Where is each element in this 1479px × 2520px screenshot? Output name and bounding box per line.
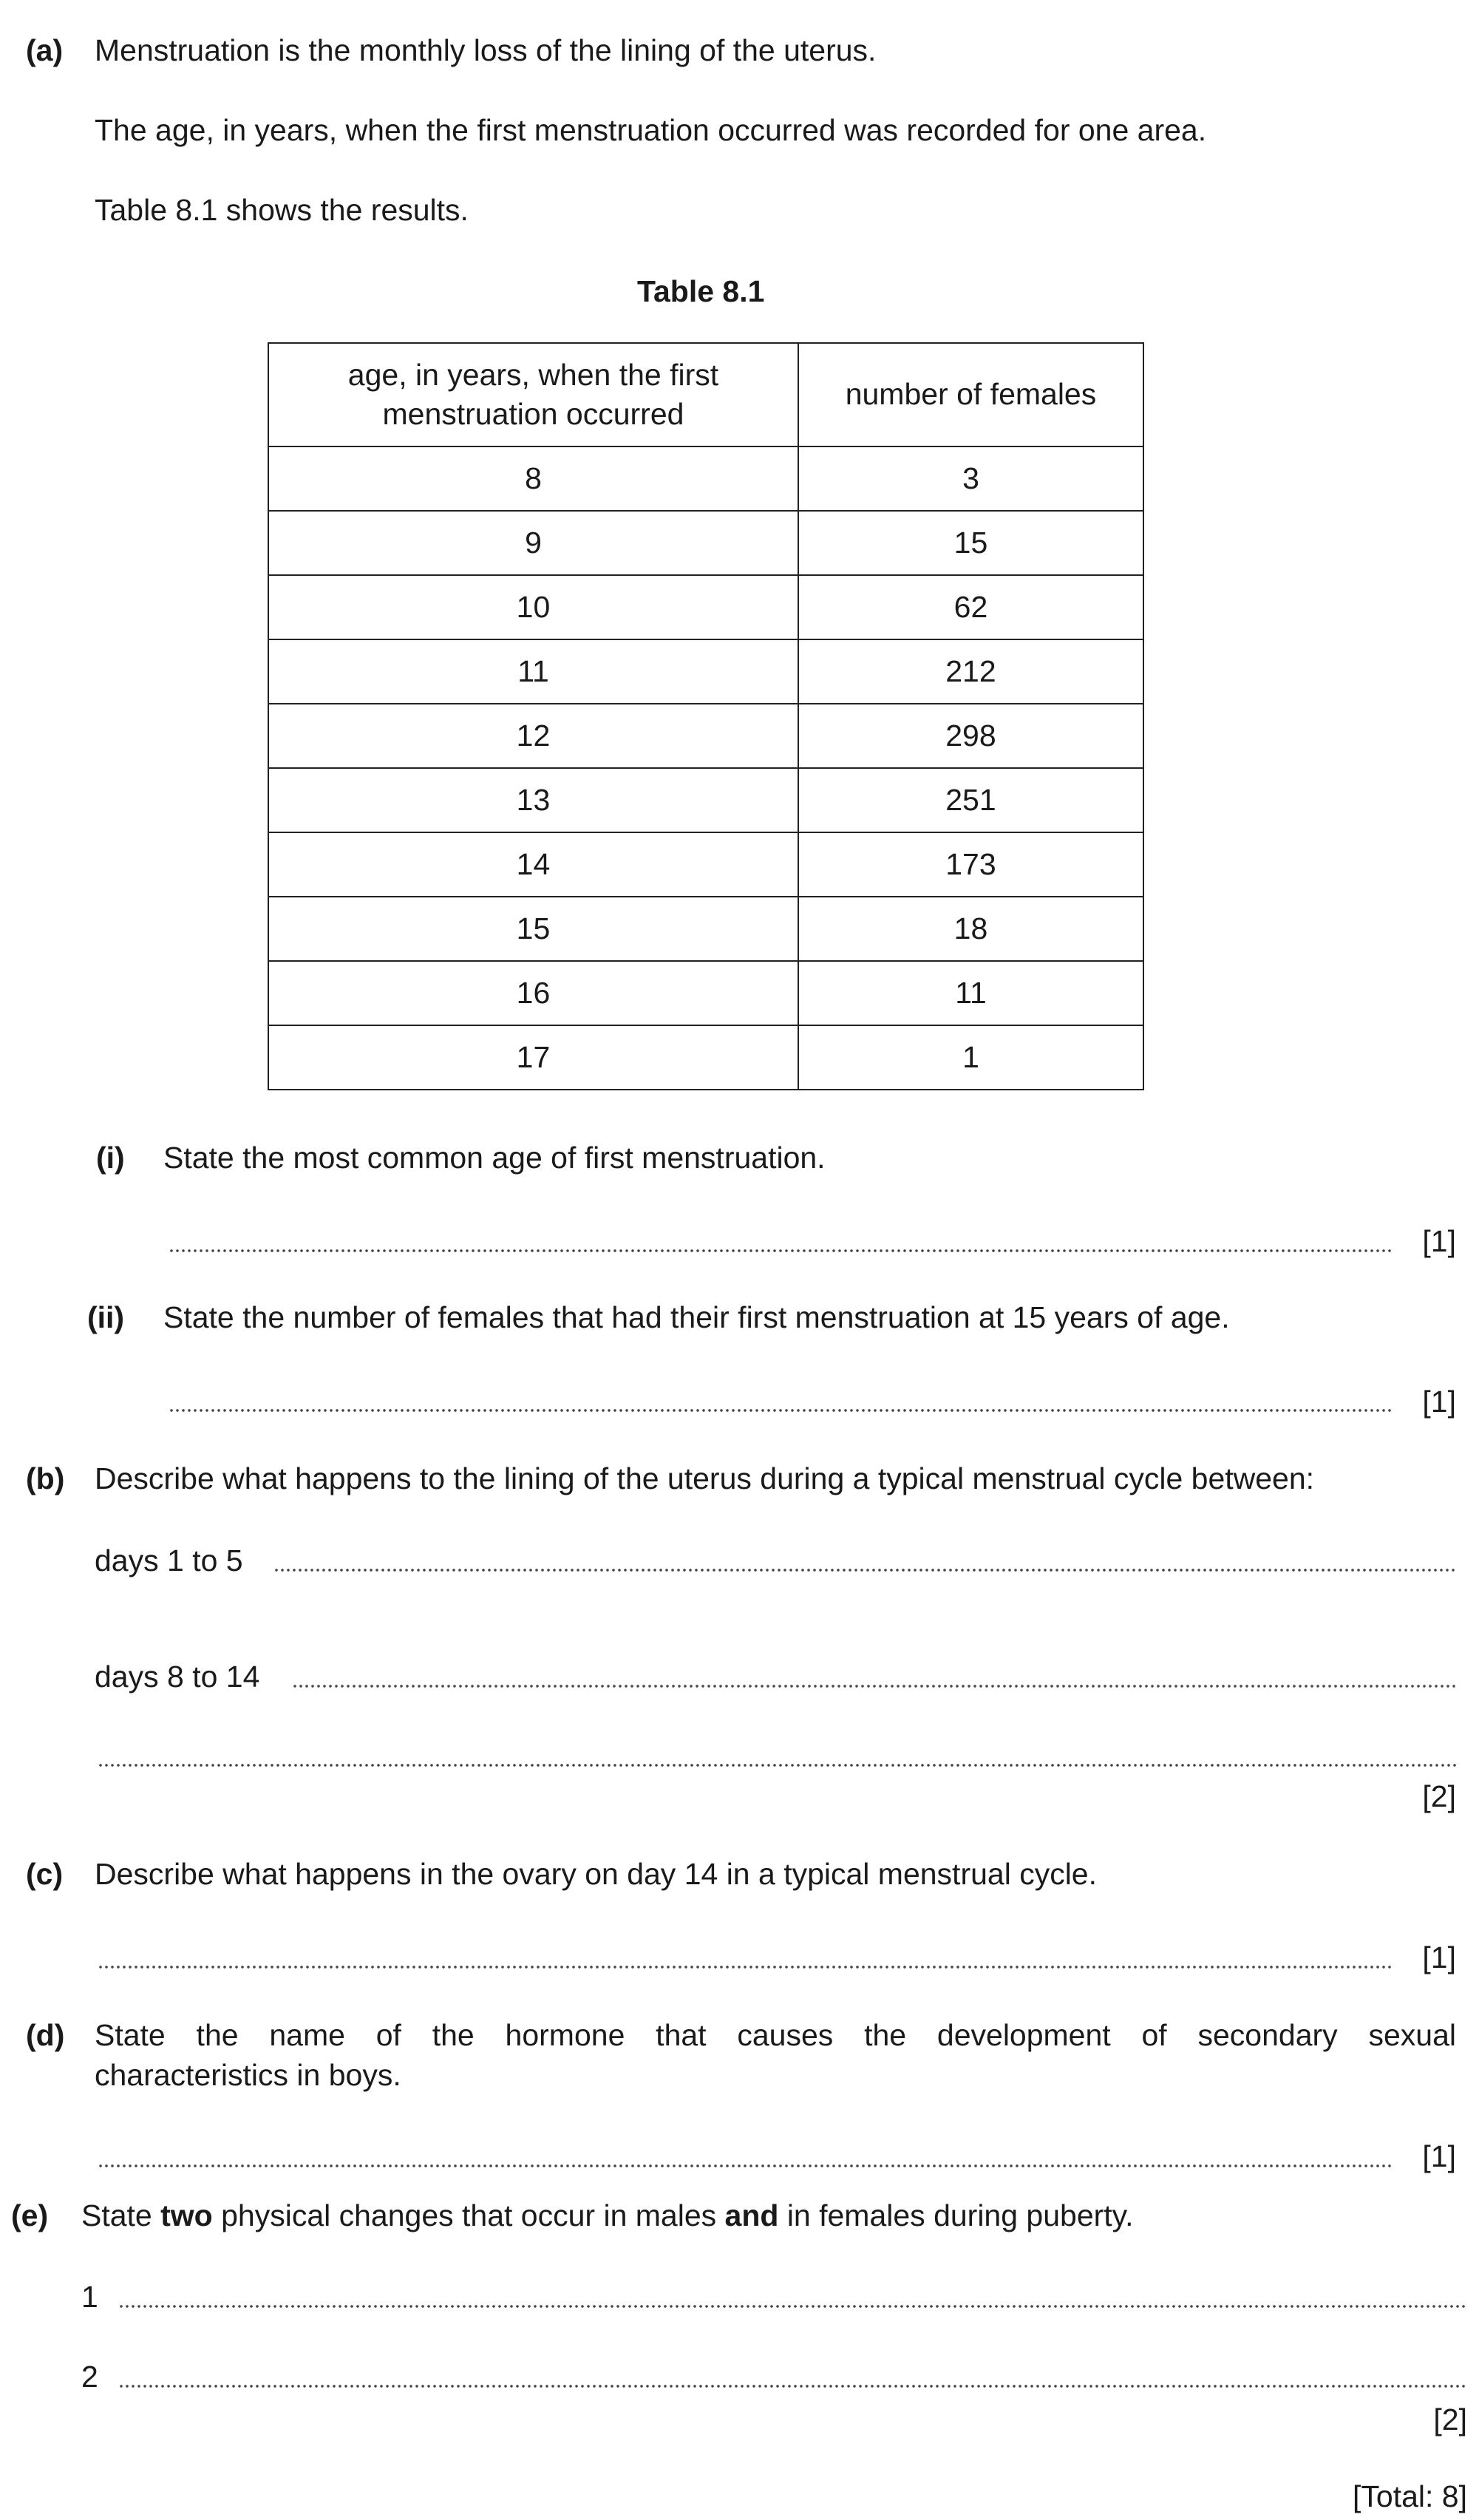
cell-count: 1	[798, 1025, 1143, 1090]
answer-line-b-days1[interactable]	[273, 1569, 1456, 1572]
answer-line-a-ii[interactable]	[169, 1409, 1394, 1412]
cell-count: 62	[798, 575, 1143, 639]
cell-count: 18	[798, 897, 1143, 961]
part-b-days2-label: days 8 to 14	[95, 1660, 260, 1694]
answer-line-d[interactable]	[98, 2164, 1394, 2167]
part-b-days1-label: days 1 to 5	[95, 1543, 243, 1577]
table-row	[268, 832, 1143, 897]
part-e-text-c: physical changes that occur in males	[212, 2198, 725, 2232]
cell-age: 8	[268, 446, 798, 511]
cell-age: 17	[268, 1025, 798, 1090]
cell-age: 14	[268, 832, 798, 897]
results-table	[268, 342, 1144, 1090]
part-e-emph-and: and	[724, 2198, 779, 2232]
marks-e: [2]	[1433, 2402, 1467, 2436]
cell-age: 9	[268, 511, 798, 575]
part-d-question-line2: characteristics in boys.	[95, 2058, 401, 2092]
part-a-context: The age, in years, when the first menstruation occurred was recorded for one area.	[95, 113, 1207, 147]
cell-age: 15	[268, 897, 798, 961]
answer-line-e-2[interactable]	[118, 2385, 1467, 2388]
answer-line-e-1[interactable]	[118, 2305, 1467, 2308]
cell-age: 16	[268, 961, 798, 1025]
part-d-question-line1: State the name of the hormone that causes the development of secondary sexual	[95, 2018, 1456, 2052]
part-b-label: (b)	[26, 1461, 65, 1495]
part-d-label: (d)	[26, 2018, 65, 2052]
part-c-question: Describe what happens in the ovary on day 14 in a typical menstrual cycle.	[95, 1857, 1098, 1891]
part-a-table-ref: Table 8.1 shows the results.	[95, 193, 469, 227]
header-age-text: age, in years, when the first menstruation occurred	[347, 357, 719, 431]
marks-a-ii: [1]	[1422, 1385, 1456, 1419]
total-marks: [Total: 8]	[1353, 2479, 1467, 2513]
answer-line-a-i[interactable]	[169, 1249, 1394, 1252]
marks-d: [1]	[1422, 2139, 1456, 2173]
table-caption: Table 8.1	[637, 274, 765, 308]
cell-age: 12	[268, 704, 798, 768]
table-row	[268, 511, 1143, 575]
table-row	[268, 1025, 1143, 1090]
cell-count: 15	[798, 511, 1143, 575]
table-row	[268, 446, 1143, 511]
part-a-intro: Menstruation is the monthly loss of the lining of the uterus.	[95, 33, 877, 67]
cell-count: 3	[798, 446, 1143, 511]
cell-age: 13	[268, 768, 798, 832]
cell-count: 212	[798, 639, 1143, 704]
part-a-label: (a)	[26, 33, 64, 67]
answer-line-b-days2[interactable]	[292, 1685, 1456, 1688]
header-age	[268, 343, 798, 446]
part-b-question: Describe what happens to the lining of the uterus during a typical menstrual cycle between:	[95, 1461, 1315, 1495]
table-row	[268, 704, 1143, 768]
cell-count: 173	[798, 832, 1143, 897]
cell-age: 11	[268, 639, 798, 704]
cell-count: 11	[798, 961, 1143, 1025]
part-e-answer-number-1: 1	[81, 2280, 98, 2314]
part-a-i-question: State the most common age of first menstruation.	[163, 1141, 826, 1175]
part-e-answer-number-2: 2	[81, 2360, 98, 2394]
part-c-label: (c)	[26, 1857, 64, 1891]
header-count: number of females	[798, 343, 1143, 446]
table-row	[268, 897, 1143, 961]
table-row	[268, 639, 1143, 704]
cell-count: 298	[798, 704, 1143, 768]
table-row	[268, 768, 1143, 832]
answer-line-b-extra[interactable]	[98, 1764, 1456, 1767]
cell-count: 251	[798, 768, 1143, 832]
part-e-label: (e)	[11, 2198, 49, 2232]
table-row	[268, 575, 1143, 639]
part-a-ii-question: State the number of females that had their first menstruation at 15 years of age.	[163, 1300, 1230, 1334]
marks-b: [2]	[1422, 1779, 1456, 1813]
part-e-text-a: State	[81, 2198, 161, 2232]
answer-line-c[interactable]	[98, 1966, 1394, 1969]
marks-a-i: [1]	[1422, 1224, 1456, 1258]
part-a-i-label: (i)	[96, 1141, 125, 1175]
cell-age: 10	[268, 575, 798, 639]
part-e-question	[81, 2198, 1134, 2232]
marks-c: [1]	[1422, 1940, 1456, 1974]
table-header-row	[268, 343, 1143, 446]
part-e-text-e: in females during puberty.	[778, 2198, 1134, 2232]
part-e-emph-two: two	[160, 2198, 213, 2232]
part-a-ii-label: (ii)	[87, 1300, 125, 1334]
table-row	[268, 961, 1143, 1025]
